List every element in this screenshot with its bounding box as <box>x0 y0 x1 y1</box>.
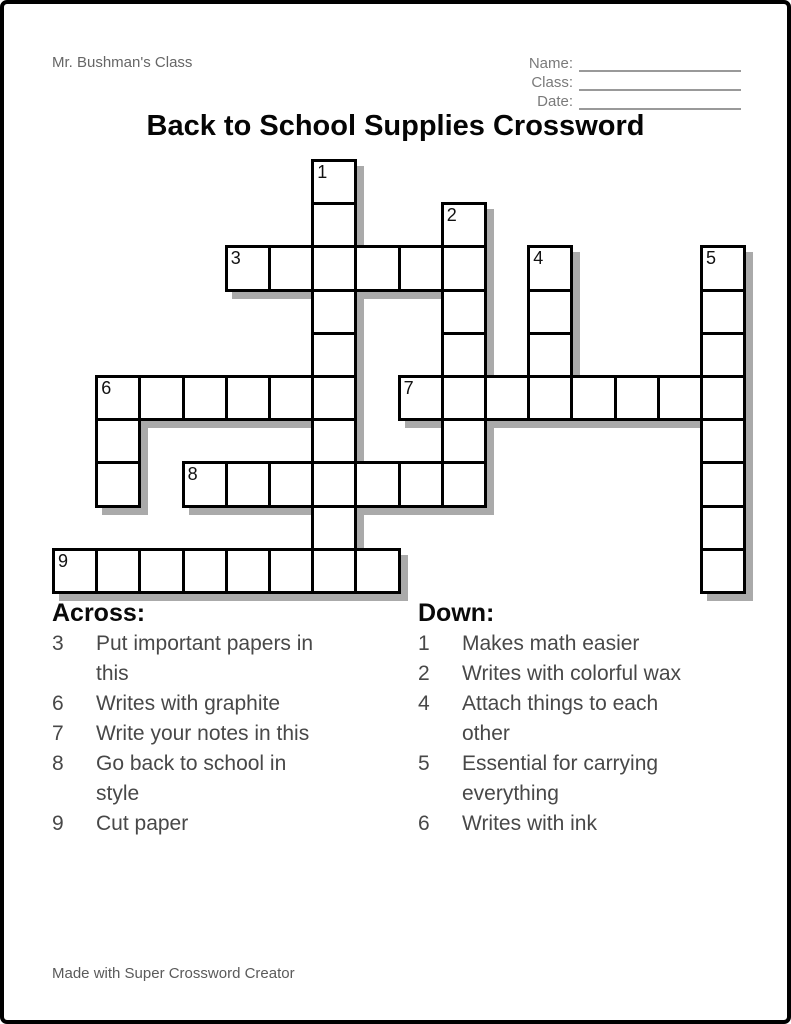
grid-cell[interactable] <box>398 245 444 291</box>
grid-cell[interactable] <box>225 461 271 507</box>
clue-number: 6 <box>418 812 430 835</box>
down-clues-section <box>418 600 768 839</box>
grid-cell[interactable] <box>441 245 487 291</box>
date-label: Date: <box>537 93 573 110</box>
teacher-name: Mr. Bushman's Class <box>52 54 193 71</box>
grid-cell[interactable] <box>182 375 228 421</box>
grid-cell[interactable] <box>441 375 487 421</box>
grid-cell[interactable] <box>441 202 487 248</box>
footer-credit: Made with Super Crossword Creator <box>52 965 295 982</box>
grid-cell[interactable] <box>441 332 487 378</box>
grid-cell[interactable] <box>570 375 616 421</box>
grid-cell[interactable] <box>268 375 314 421</box>
grid-cell[interactable] <box>182 461 228 507</box>
grid-cell[interactable] <box>700 505 746 551</box>
grid-cell[interactable] <box>138 375 184 421</box>
grid-cell[interactable] <box>441 418 487 464</box>
grid-cell[interactable] <box>95 418 141 464</box>
grid-cell[interactable] <box>527 289 573 335</box>
grid-cell[interactable] <box>657 375 703 421</box>
clue-number: 6 <box>52 692 64 715</box>
cell-number: 9 <box>58 550 69 571</box>
grid-cell[interactable] <box>484 375 530 421</box>
grid-cell[interactable] <box>311 375 357 421</box>
across-clue-7 <box>52 719 392 749</box>
grid-cell[interactable] <box>311 548 357 594</box>
grid-cell[interactable] <box>95 548 141 594</box>
grid-cell[interactable] <box>311 461 357 507</box>
grid-cell[interactable] <box>398 375 444 421</box>
clue-number: 5 <box>418 752 430 775</box>
grid-cell[interactable] <box>700 245 746 291</box>
grid-cell[interactable] <box>700 418 746 464</box>
clue-text: Write your notes in this <box>96 722 310 745</box>
grid-cell[interactable] <box>527 332 573 378</box>
across-clue-9 <box>52 809 392 839</box>
grid-cell[interactable] <box>700 548 746 594</box>
down-clue-list <box>418 629 768 839</box>
page-title: Back to School Supplies Crossword <box>146 110 645 142</box>
clue-number: 2 <box>418 662 430 685</box>
down-clue-4 <box>418 689 768 749</box>
name-label: Name: <box>528 55 573 72</box>
grid-cell[interactable] <box>95 375 141 421</box>
down-clue-2 <box>418 659 768 689</box>
clue-number: 3 <box>52 632 64 655</box>
clue-number: 9 <box>52 812 64 835</box>
clue-text: Writes with ink <box>462 812 597 835</box>
crossword-grid <box>4 4 791 624</box>
grid-cell[interactable] <box>614 375 660 421</box>
cell-number: 3 <box>230 248 241 269</box>
down-heading: Down: <box>418 599 495 627</box>
grid-cell[interactable] <box>268 461 314 507</box>
cell-number: 5 <box>706 248 717 269</box>
grid-cell[interactable] <box>311 202 357 248</box>
cell-number: 7 <box>403 378 414 398</box>
grid-cell[interactable] <box>311 245 357 291</box>
grid-cell[interactable] <box>311 159 357 205</box>
grid-cell[interactable] <box>441 461 487 507</box>
clue-text: Essential for carrying everything <box>462 752 659 805</box>
grid-cell[interactable] <box>311 332 357 378</box>
grid-cell[interactable] <box>268 245 314 291</box>
clue-number: 1 <box>418 632 430 655</box>
grid-cell[interactable] <box>225 548 271 594</box>
grid-cell[interactable] <box>700 461 746 507</box>
cell-number: 2 <box>446 205 457 226</box>
grid-cell[interactable] <box>182 548 228 594</box>
grid-cell[interactable] <box>225 375 271 421</box>
across-clue-list <box>52 629 392 839</box>
clue-text: Put important papers in this <box>96 632 314 685</box>
down-clue-1 <box>418 629 768 659</box>
down-clue-5 <box>418 749 768 809</box>
grid-cell[interactable] <box>441 289 487 335</box>
grid-cell[interactable] <box>95 461 141 507</box>
across-clues-section <box>52 600 392 839</box>
clue-text: Writes with colorful wax <box>462 662 682 685</box>
down-clue-6 <box>418 809 768 839</box>
grid-cell[interactable] <box>527 245 573 291</box>
cell-number: 8 <box>187 464 198 485</box>
across-clue-3 <box>52 629 392 689</box>
grid-cell[interactable] <box>354 548 400 594</box>
grid-cell[interactable] <box>700 332 746 378</box>
clue-number: 7 <box>52 722 64 745</box>
grid-cell[interactable] <box>138 548 184 594</box>
class-label: Class: <box>531 74 573 91</box>
clue-number: 8 <box>52 752 64 775</box>
clue-text: Writes with graphite <box>96 692 281 715</box>
clue-text: Makes math easier <box>462 632 640 655</box>
grid-cell[interactable] <box>225 245 271 291</box>
grid-cell[interactable] <box>398 461 444 507</box>
grid-cell[interactable] <box>268 548 314 594</box>
clue-text: Cut paper <box>96 812 189 835</box>
grid-cell[interactable] <box>52 548 98 594</box>
cell-number: 4 <box>533 248 544 269</box>
grid-cell[interactable] <box>700 375 746 421</box>
across-heading: Across: <box>52 599 146 627</box>
grid-cell[interactable] <box>311 289 357 335</box>
cell-number: 1 <box>317 162 328 182</box>
grid-cell[interactable] <box>354 461 400 507</box>
grid-cell[interactable] <box>311 418 357 464</box>
grid-cell[interactable] <box>527 375 573 421</box>
across-clue-6 <box>52 689 392 719</box>
clue-text: Attach things to each other <box>462 692 659 745</box>
cell-number: 6 <box>101 378 112 398</box>
grid-cell[interactable] <box>354 245 400 291</box>
across-clue-8 <box>52 749 392 809</box>
grid-cell[interactable] <box>311 505 357 551</box>
clue-number: 4 <box>418 692 430 715</box>
grid-cell[interactable] <box>700 289 746 335</box>
clue-text: Go back to school in style <box>96 752 287 805</box>
